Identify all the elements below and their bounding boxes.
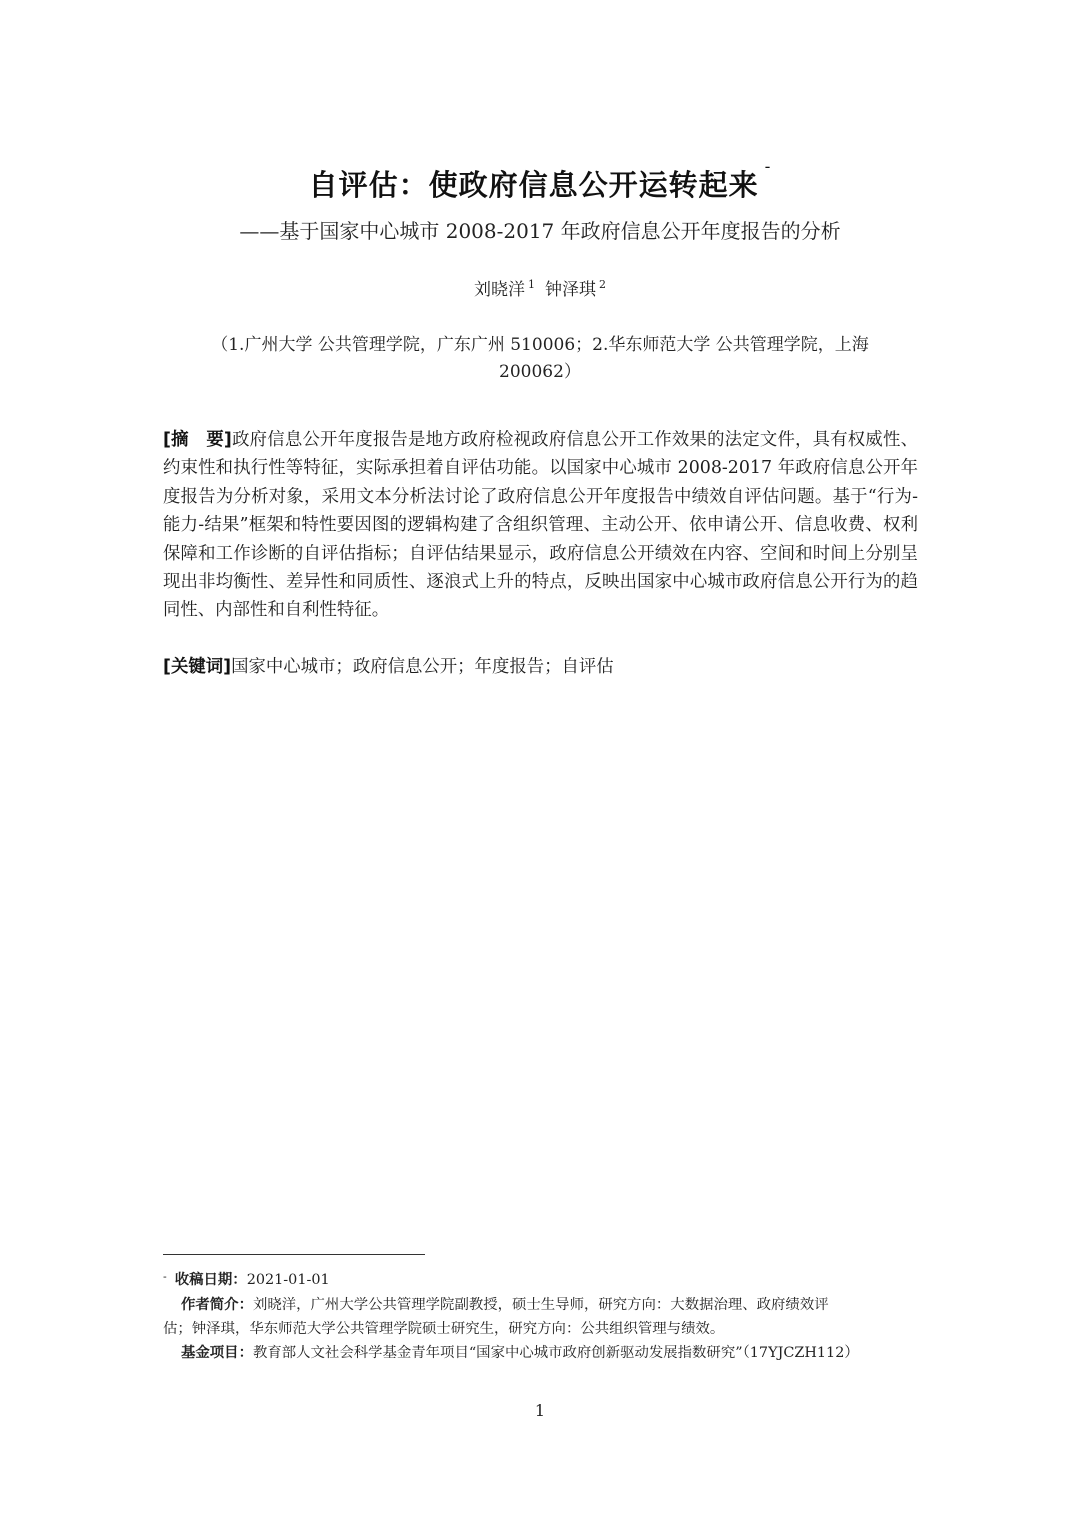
abstract [163, 426, 918, 625]
author-affiliation-mark: 2 [599, 278, 606, 292]
authors-info-text: 刘晓洋，广州大学公共管理学院副教授，硕士生导师，研究方向：大数据治理、政府绩效评 [252, 1297, 829, 1313]
abstract-label: [摘 要] [163, 430, 232, 450]
received-label: 收稿日期： [174, 1272, 247, 1288]
footnotes [163, 1268, 918, 1365]
footnote-divider [163, 1254, 425, 1255]
affiliations [175, 332, 905, 386]
keywords [163, 653, 918, 681]
affiliation-line: 200062） [499, 362, 581, 382]
footnote-authors-cont: 估；钟泽琪，华东师范大学公共管理学院硕士研究生，研究方向：公共组织管理与绩效。 [163, 1321, 725, 1337]
keywords-label: [关键词] [163, 657, 232, 677]
footnote-authors [163, 1293, 918, 1317]
author-list [0, 275, 1080, 300]
keywords-text: 国家中心城市；政府信息公开；年度报告；自评估 [231, 657, 614, 677]
footnote-fund [163, 1341, 918, 1365]
author-name: 刘晓洋 [474, 280, 525, 300]
affiliation-line: （1.广州大学 公共管理学院，广东广州 510006；2.华东师范大学 公共管理学院，上海 [211, 335, 869, 355]
paper-subtitle: ——基于国家中心城市 2008-2017 年政府信息公开年度报告的分析 [239, 219, 841, 243]
footnote-mark: - [163, 1270, 167, 1283]
footnote-received [163, 1268, 918, 1293]
authors-info-label: 作者简介： [181, 1297, 253, 1313]
author-name: 钟泽琪 [545, 280, 596, 300]
author-affiliation-mark: 1 [528, 278, 535, 292]
paper-title [0, 157, 1080, 204]
page-number: 1 [534, 1401, 546, 1420]
paper-title-text: 自评估：使政府信息公开运转起来 [308, 168, 759, 202]
fund-text: 教育部人文社会科学基金青年项目“国家中心城市政府创新驱动发展指数研究”（17YJCZH112） [252, 1345, 859, 1361]
fund-label: 基金项目： [181, 1345, 253, 1361]
abstract-text: 政府信息公开年度报告是地方政府检视政府信息公开工作效果的法定文件，具有权威性、约束性和执行性等特征，实际承担着自评估功能。以国家中心城市 2008-2017 年政府信息公开年度报告为分析对象，采用文本分析法讨论了政府信息公开年度报告中绩效自评估问题。基于“行为-能力-结果”框架和特性要因图的逻辑构建了含组织管理、主动公开、依申请公开、信息收费、权利保障和工作诊断的自评估指标；自评估结果显示，政府信息公开绩效在内容、空间和时间上分别呈现出非均衡性、差异性和同质性、逐浪式上升的特点，反映出国家中心城市政府信息公开行为的趋同性、内部性和自利性特征。 [163, 430, 918, 621]
title-footnote-mark: - [764, 157, 772, 176]
received-date: 2021-01-01 [246, 1272, 330, 1288]
